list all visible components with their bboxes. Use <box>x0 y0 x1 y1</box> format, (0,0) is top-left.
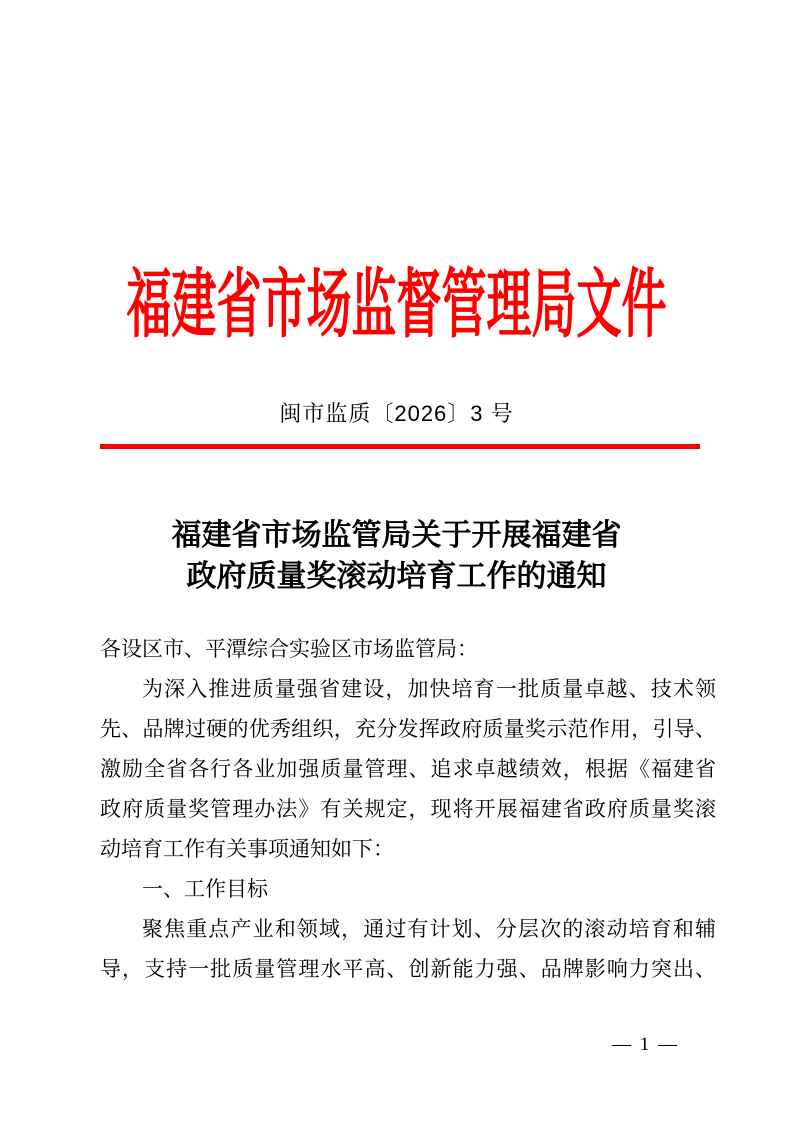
document-title <box>0 515 793 597</box>
page-number: — 1 — <box>612 1034 679 1055</box>
document-number: 闽市监质〔2026〕3 号 <box>279 401 514 426</box>
body-line: 导，支持一批质量管理水平高、创新能力强、品牌影响力突出、 <box>100 958 716 981</box>
body-section-heading: 一、工作目标 <box>142 878 268 901</box>
body-line: 政府质量奖管理办法》有关规定，现将开展福建省政府质量奖滚 <box>100 798 716 821</box>
document-title-line-2: 政府质量奖滚动培育工作的通知 <box>186 560 607 593</box>
body-line: 聚焦重点产业和领域，通过有计划、分层次的滚动培育和辅 <box>142 918 716 941</box>
red-divider-rule <box>100 444 700 449</box>
body-line: 为深入推进质量强省建设，加快培育一批质量卓越、技术领 <box>142 678 716 701</box>
body-line: 先、品牌过硬的优秀组织，充分发挥政府质量奖示范作用，引导、 <box>100 718 716 741</box>
body-line: 动培育工作有关事项通知如下： <box>100 838 394 861</box>
body-text <box>100 630 716 990</box>
document-title-line-1: 福建省市场监管局关于开展福建省 <box>171 519 622 552</box>
letterhead-banner <box>0 262 793 348</box>
body-salutation-line: 各设区市、平潭综合实验区市场监管局： <box>100 638 478 661</box>
body-line: 激励全省各行各业加强质量管理、追求卓越绩效，根据《福建省 <box>100 758 716 781</box>
letterhead-title: 福建省市场监督管理局文件 <box>126 263 667 347</box>
